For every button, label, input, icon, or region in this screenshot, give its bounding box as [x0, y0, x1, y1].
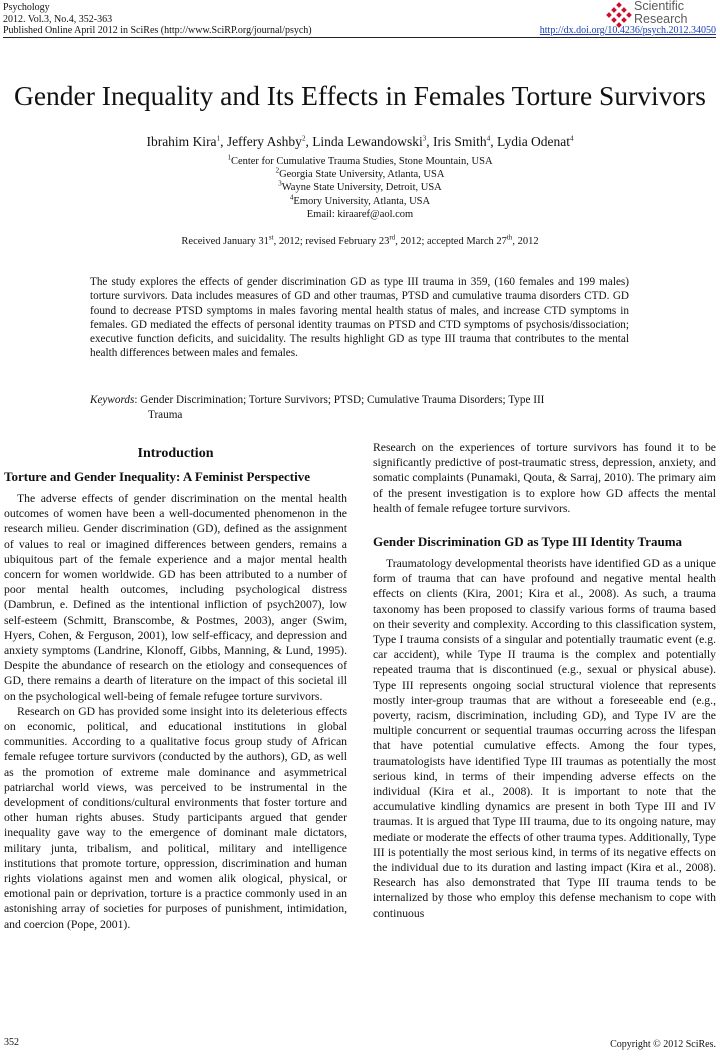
right-column [373, 440, 716, 921]
affiliation: $^4$Emory University, Atlanta, USA [289, 193, 431, 207]
section-heading: Introduction [137, 446, 214, 461]
paper-title: Gender Inequality and Its Effects in Females Torture Survivors [13, 80, 707, 111]
paragraph: The adverse effects of gender discrimination on the mental health outcomes of women have been a well-documented phenomenon in the research milieu. Gender discrimination (GD), defined as the assignment of values to real or imagined differences between genders, remains a ubiquitous part of the female experience and a major mental health concern for women worldwide. GD has been attributed to a number of poor mental health outcomes, including psychological distress (Dambrun, e. Defined as the intentional infliction of psych2007), low self-esteem (Schmitt, Branscombe, & Postmes, 2003), anger (Swim, Hyers, Cohen, & Ferguson, 2001), low self-efficacy, and depression and anxiety symptoms (Landrine, Klonoff, Gibbs, Manning, & Lund, 1995). Despite the abundance of research on the etiology and consequences of GD, there remains a dearth of literature on the impact of this societal ill on the psychological well-being of female refugee torture survivors. [4, 492, 347, 703]
affiliation: $^3$Wayne State University, Detroit, USA [278, 179, 442, 193]
published-info: Published Online April 2012 in SciRes (http://www.SciRP.org/journal/psych) [3, 25, 312, 36]
volume-info: 2012. Vol.3, No.4, 352-363 [3, 13, 113, 25]
subsection-heading: Gender Discrimination GD as Type III Identity Trauma [373, 534, 683, 550]
journal-name: Psychology [3, 2, 50, 13]
journal-header [3, 2, 312, 37]
affiliation: $^1$Center for Cumulative Trauma Studies, Stone Mountain, USA [227, 153, 493, 167]
paragraph: Research on the experiences of torture survivors has found it to be significantly predictive of post-traumatic stress, depression, anxiety, and somatic complaints (Punamaki, Qouta, & Sarraj, 2010). The primary aim of the present investigation is to explore how GD affects the mental health of female refugee torture survivors. [373, 441, 716, 515]
author: Lydia Odenat [496, 134, 571, 149]
paragraph: Traumatology developmental theorists have identified GD as a unique form of trauma that can have profound and negative mental health effects on clients (Kira, 2001; Kira et al., 2008). As such, a trauma taxonomy has been proposed to classify various forms of trauma based on their severity and complexity. According to this classification system, Type I trauma consists of a singular and potentially traumatic event (e.g. car accident), while Type II trauma is the complex and potentially repeated trauma that is discontinued (e.g., sexual or physical abuse). Type III represents ongoing social structural violence that represents mostly inter-group traumas that are without a foreseeable end (e.g., poverty, racism, discrimination, including GD), and Type IV are the multiple concurrent or sequential traumas occurring across the lifespan that have potential cumulative effects. Among the four types, traumatologists have identified Type III traumas as potentially the most serious kind, in terms of their impending adverse effects on the individual (Kira et al., 2008). It is important to note that the accumulative kindling dynamics are present in both Type III and IV traumas. It is argued that Type III trauma, due to its ongoing nature, may mediate or moderate the effects of other trauma types. Additionally, Type III is potentially the most serious kind, in terms of its negative effects on the individual due to its duration and lasting impact (Kira et al., 2008). Research has also demonstrated that Type III trauma tends to be internalized by those who employ this defense mechanism to cope with continuous [373, 557, 716, 920]
keywords: Keywords: Gender Discrimination; Torture Survivors; PTSD; Cumulative Trauma Disorders; Type III Trauma [90, 394, 545, 421]
affiliation: $^2$Georgia State University, Atlanta, USA [275, 166, 445, 180]
logo-text [634, 0, 688, 25]
author-email: Email: kiraaref@aol.com [306, 209, 414, 220]
author: Linda Lewandowski [312, 134, 423, 149]
doi-link[interactable]: http://dx.doi.org/10.4236/psych.2012.34050 [539, 25, 716, 36]
abstract: The study explores the effects of gender discrimination GD as type III trauma in 359, (160 females and 199 males) torture survivors. Data includes measures of GD and other traumas, PTSD and cumulative trauma disorders CTD. GD found to decrease PTSD symptoms in males favoring mental health status of males, and increase CTD symptoms in females. GD mediated the effects of personal identity traumas on PTSD and CTD symptoms of psychosis/dissociation; executive function deficits, and suicidality. The results highlight GD as type III trauma that contributes to the mental health differences between males and females. [90, 276, 629, 360]
paragraph: Research on GD has provided some insight into its deleterious effects on economic, political, and educational institutions in global communities. According to a qualitative focus group study of African female refugee torture survivors (conducted by the authors), GD, as well as the promotion of extreme male dominance and asymmetrical patriarchal world views, was perceived to be instrumental in the development of conditions/cultural environments that foster torture and other human rights abuses. Study participants argued that gender inequality gave way to the emergence of dominant male dictators, military junta, tribalism, and political, military and intelligence institutions that promote torture, oppression, discrimination and human rights violations against men and women alik ological, physical, or emotional pain or deprivation, torture is a practice commonly used in an astonishing array of societies for purposes of punishment, intimidation, and coercion (Pope, 2001). [4, 704, 347, 931]
received-dates: Received January 31st, 2012; revised February 23rd, 2012; accepted March 27th, 2012 [181, 233, 539, 247]
author-list: Ibrahim Kira$^1$, Jeffery Ashby$^2$, Linda Lewandowski$^3$, Iris Smith$^4$, Lydia Odenat$^4$ [146, 134, 574, 149]
logo-line1: Scientific [634, 0, 685, 13]
subsection-heading: Torture and Gender Inequality: A Feminist Perspective [4, 469, 310, 484]
page-number: 352 [4, 1037, 19, 1048]
author: Iris Smith [433, 134, 487, 149]
header-divider [3, 37, 716, 38]
keywords-label: Keywords [90, 394, 135, 406]
logo-line2: Research [634, 11, 688, 26]
scientific-research-logo [606, 0, 716, 28]
copyright: Copyright © 2012 SciRes. [610, 1039, 716, 1050]
author: Jeffery Ashby [226, 134, 302, 149]
author: Ibrahim Kira [146, 134, 217, 149]
left-column [4, 440, 347, 932]
